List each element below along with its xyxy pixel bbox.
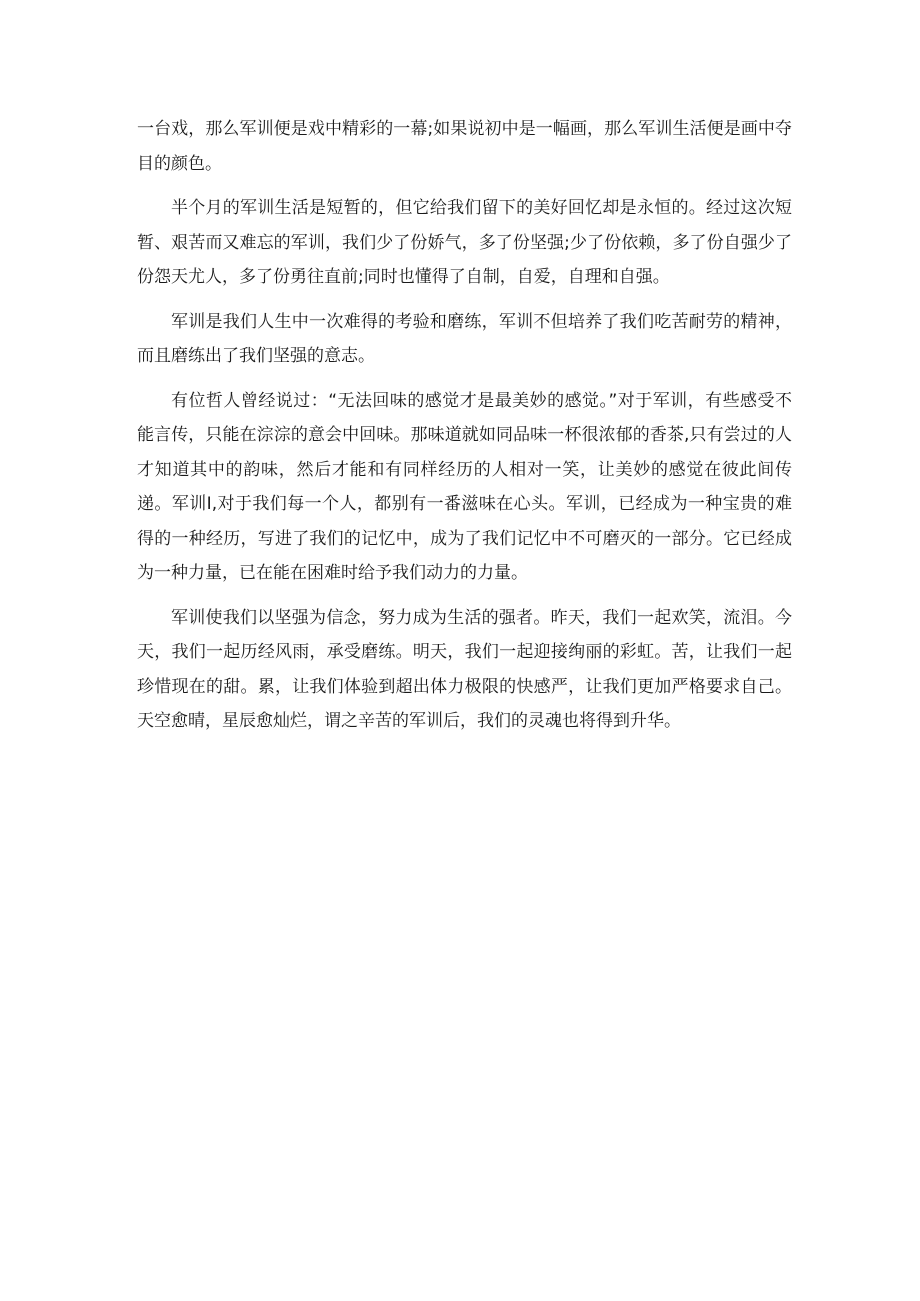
paragraph: 军训是我们人生中一次难得的考验和磨练，军训不但培养了我们吃苦耐劳的精神，而且磨练出了我们坚强的意志。 xyxy=(137,311,792,366)
document-body xyxy=(137,112,792,749)
paragraph: 军训使我们以坚强为信念，努力成为生活的强者。昨天，我们一起欢笑，流泪。今天，我们一起历经风雨，承受磨练。明天，我们一起迎接绚丽的彩虹。苦，让我们一起珍惜现在的甜。累，让我们体验到超出体力极限的快感严，让我们更加严格要求自己。天空愈晴，星辰愈灿烂，谓之辛苦的军训后，我们的灵魂也将得到升华。 xyxy=(137,607,792,731)
paragraph: 有位哲人曾经说过：“无法回味的感觉才是最美妙的感觉。”对于军训，有些感受不能言传，只能在淙淙的意会中回味。那味道就如同品味一杯很浓郁的香茶,只有尝过的人才知道其中的韵味，然后才能和有同样经历的人相对一笑，让美妙的感觉在彼此间传递。军训I,对于我们每一个人，都别有一番滋味在心头。军训，已经成为一种宝贵的难得的一种经历，写进了我们的记忆中，成为了我们记忆中不可磨灭的一部分。它已经成为一种力量，已在能在困难时给予我们动力的力量。 xyxy=(137,390,792,583)
paragraph-continuation: 一台戏，那么军训便是戏中精彩的一幕;如果说初中是一幅画，那么军训生活便是画中夺目的颜色。 xyxy=(137,119,792,174)
paragraph: 半个月的军训生活是短暂的，但它给我们留下的美好回忆却是永恒的。经过这次短暂、艰苦而又难忘的军训，我们少了份娇气，多了份坚强;少了份依赖，多了份自强少了份怨天尤人，多了份勇往直前;同时也懂得了自制，自爱，自理和自强。 xyxy=(137,198,792,287)
